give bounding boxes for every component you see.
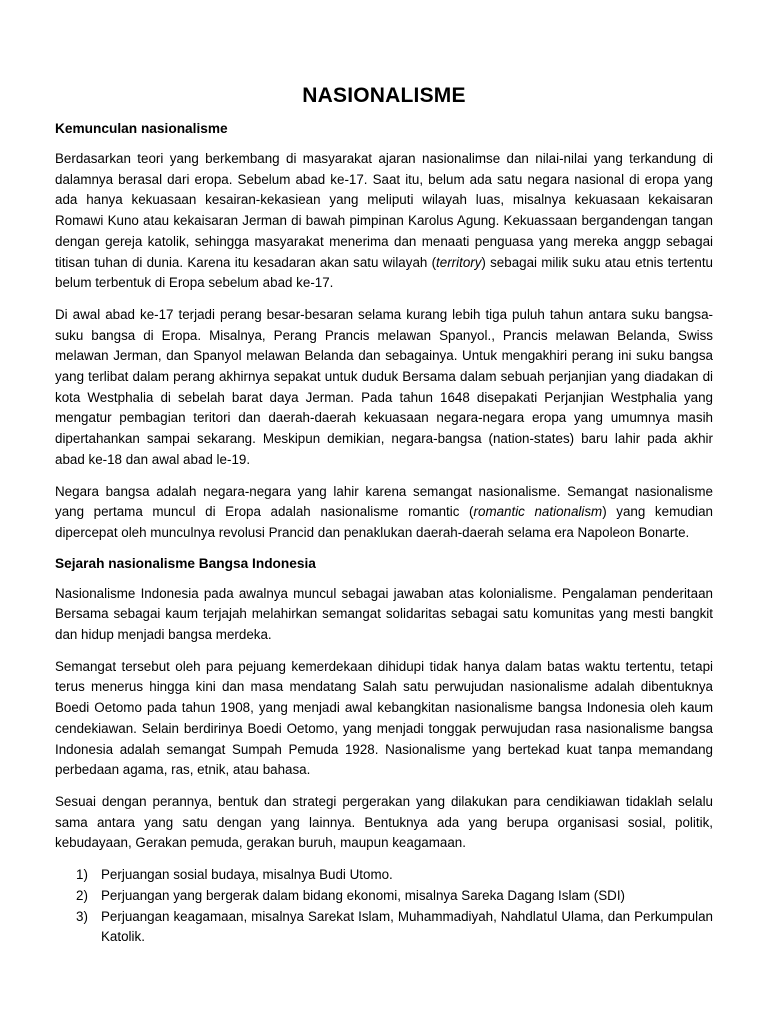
list-item — [55, 865, 713, 886]
numbered-list — [55, 865, 713, 948]
list-number: 1) — [76, 867, 88, 883]
list-item-text: Perjuangan sosial budaya, misalnya Budi Utomo. — [101, 867, 393, 883]
section-heading-kemunculan: Kemunculan nasionalisme — [55, 121, 228, 136]
paragraph: Sesuai dengan perannya, bentuk dan strategi pergerakan yang dilakukan para cendikiawan tidaklah selalu sama antara yang satu dengan yang lainnya. Bentuknya ada yang berupa organisasi sosial, politik, kebudayaan, Gerakan pemuda, gerakan buruh, maupun keagamaan. — [55, 793, 713, 851]
section-heading-sejarah: Sejarah nasionalisme Bangsa Indonesia — [55, 555, 316, 571]
list-number: 3) — [76, 908, 88, 924]
paragraph: Negara bangsa adalah negara-negara yang lahir karena semangat nasionalisme. Semangat nasionalisme yang pertama muncul di Eropa adalah nasionalisme romantic (romantic nationalism) yang kemudian dipercepat oleh munculnya revolusi Prancid dan penaklukan daerah-daerah selama era Napoleon Bonarte. — [55, 483, 713, 540]
list-item-text: Perjuangan yang bergerak dalam bidang ekonomi, misalnya Sareka Dagang Islam (SDI) — [101, 887, 626, 903]
paragraph: Nasionalisme Indonesia pada awalnya muncul sebagai jawaban atas kolonialisme. Pengalaman penderitaan Bersama sebagai kaum terjajah melahirkan semangat solidaritas sebagai satu komunitas yang mesti bangkit dan hidup menjadi bangsa merdeka. — [55, 585, 713, 643]
list-item-text: Perjuangan keagamaan, misalnya Sarekat Islam, Muhammadiyah, Nahdlatul Ulama, dan Perkumpulan Katolik. — [101, 908, 713, 945]
italic-term: romantic nationalism — [473, 504, 603, 520]
italic-term: territory — [436, 254, 482, 270]
list-item — [55, 907, 713, 948]
paragraph: Berdasarkan teori yang berkembang di masyarakat ajaran nasionalimse dan nilai-nilai yang terkandung di dalamnya berasal dari eropa. Sebelum abad ke-17. Saat itu, belum ada satu negara nasional di eropa yang ada hanya kekuasaan kesairan-kekasiean yang meliputi wilayah luas, misalnya kekuasaan kekaisaran Romawi Kuno atau kekaisaran Jerman di bawah pimpinan Karolus Agung. Kekuassaan bergandengan tangan dengan gereja katolik, sehingga masyarakat menerima dan menaati penguasa yang mereka anggp sebagai titisan tuhan di dunia. Karena itu kesadaran akan satu wilayah (territory) sebagai milik suku atau etnis tertentu belum terbentuk di Eropa sebelum abad ke-17. — [55, 151, 713, 291]
list-item — [55, 886, 713, 907]
paragraph: Di awal abad ke-17 terjadi perang besar-besaran selama kurang lebih tiga puluh tahun antara suku bangsa-suku bangsa di Eropa. Misalnya, Perang Prancis melawan Spanyol., Prancis melawan Belanda, Swiss melawan Jerman, dan Spanyol melawan Belanda dan sebagainya. Untuk mengakhiri perang ini suku bangsa yang terlibat dalam perang akhirnya sepakat untuk duduk Bersama dalam sebuah perjanjian yang diadakan di kota Westphalia di sebelah barat daya Jerman. Pada tahun 1648 disepakati Perjanjian Westphalia yang mengatur pembagian teritori dan daerah-daerah kekuasaan negara-negara eropa yang umumnya masih dipertahankan sampai sekarang. Meskipun demikian, negara-bangsa (nation-states) baru lahir pada akhir abad ke-18 dan awal abad le-19. — [55, 306, 713, 467]
paragraph: Semangat tersebut oleh para pejuang kemerdekaan dihidupi tidak hanya dalam batas waktu tertentu, tetapi terus menerus hingga kini dan masa mendatang Salah satu perwujudan nasionalisme adalah dibentuknya Boedi Oetomo pada tahun 1908, yang menjadi awal kebangkitan nasionalisme bangsa Indonesia oleh kaum cendekiawan. Selain berdirinya Boedi Oetomo, yang menjadi tonggak perwujudan rasa nasionalisme bangsa Indonesia adalah semangat Sumpah Pemuda 1928. Nasionalisme yang bertekad kuat tanpa memandang perbedaan agama, ras, etnik, atau bahasa. — [55, 658, 713, 778]
list-number: 2) — [76, 887, 88, 903]
document-page — [55, 84, 713, 948]
document-title: NASIONALISME — [302, 84, 466, 107]
